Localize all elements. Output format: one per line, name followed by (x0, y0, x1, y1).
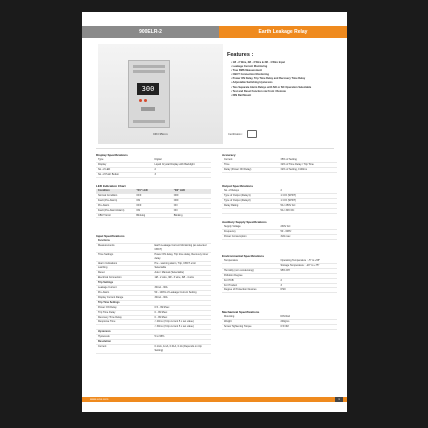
spec-key: Measurements (98, 243, 115, 247)
led-table (96, 189, 211, 218)
section-title: Accuracy (222, 153, 236, 157)
spec-row (222, 288, 337, 293)
spec-value: 0.5 - 99.9Sec (154, 305, 170, 309)
spec-rows (222, 315, 337, 330)
feature-item: • DIN Rail Mount (231, 94, 337, 98)
spec-key: For Product (224, 283, 238, 287)
spec-key: Type of Output (Relay1) (224, 193, 251, 197)
certification-logo-icon (247, 130, 257, 138)
led-table-cell: Pre-Alarm (98, 203, 110, 207)
certification-label: Certification : (228, 132, 244, 136)
spec-key: Frequency (224, 229, 236, 233)
spec-row (96, 253, 211, 262)
spec-row (222, 235, 337, 240)
terminal-slot (133, 70, 165, 73)
spec-value: 5A / 30V DC (280, 208, 295, 212)
spec-value: 230V AC (280, 225, 291, 228)
spec-value: < 30ms (if trip current 5 x set value) (154, 325, 194, 329)
product-title: Earth Leakage Relay (219, 26, 347, 38)
spec-value: 30mA - 30A (154, 295, 168, 299)
spec-value: 2 (280, 189, 282, 192)
spec-value: 50 - 60Hz (280, 229, 292, 233)
spec-value: Pre - warning alarm, Trip, CBCT error (154, 261, 196, 265)
spec-key: Time (224, 162, 230, 166)
image-caption: DIN 35mm (153, 132, 168, 136)
section-title: Auxiliary Supply Specifications (222, 220, 267, 224)
feature-item: • 1Ø - 2 Wire, 3Ø - 3 Wire & 3Ø - 4 Wire Input (231, 61, 337, 65)
spec-value: 200gms (280, 319, 290, 323)
terminal-slot (133, 120, 165, 123)
spec-key: Degree of Protection Devices (224, 288, 257, 292)
led-table-cell: OFF (136, 203, 142, 207)
feature-item: • Power ON Delay, Trip Time Delay and Recovery Time Delay (231, 77, 337, 81)
spec-value: DIN Rail (280, 315, 290, 318)
features-block (227, 52, 337, 98)
spec-key: Temperature (224, 259, 239, 262)
mechanical-specifications (222, 310, 337, 330)
led-table-cell: Fault (Pre-Alarm) (98, 198, 118, 202)
spec-value: 0.1mA, 1mA, 0.01A, 0.1A (Depends on trip Setting) (154, 344, 202, 352)
spec-key: Weight (224, 319, 232, 323)
spec-key (222, 264, 281, 268)
spec-key: Current (224, 158, 233, 161)
led-table-cell: Blinking (173, 213, 183, 217)
led-table-cell: CBCT Error (98, 213, 112, 217)
spec-key: No. of Relays (224, 189, 240, 192)
spec-key: Humidity (non condensing) (224, 268, 254, 272)
spec-row (222, 168, 337, 173)
spec-key: Type of Output (Relay2) (224, 198, 251, 202)
spec-key: Type (98, 158, 104, 161)
section-title: LED Indication Chart (96, 184, 126, 188)
spec-value (281, 274, 338, 278)
led-table-cell: Normal Condition (98, 193, 118, 197)
spec-row (222, 209, 337, 214)
led-table-cell: "R2" LED (173, 189, 185, 192)
spec-key: Trip Time Settings (98, 300, 120, 304)
led-table-cell: "R1" LED (136, 189, 148, 192)
spec-key: Hysteresis (98, 330, 111, 334)
spec-key: Trip Time Delay (98, 310, 116, 314)
led-table-cell: OFF (173, 198, 179, 202)
spec-value (155, 340, 212, 344)
spec-rows (222, 259, 337, 293)
spec-key: Response Time (98, 320, 116, 324)
features-title: Features : (227, 52, 254, 58)
device-button (141, 107, 155, 111)
header-bar (82, 26, 347, 38)
spec-row (96, 173, 211, 178)
spec-value: 3VA max (280, 234, 291, 238)
section-title: Output Specifications (222, 184, 254, 188)
spec-rows (222, 158, 337, 173)
spec-key: Alarm Indications (98, 261, 118, 265)
spec-key: Delay (Power ON Delay) (224, 167, 252, 171)
datasheet-page (82, 12, 347, 412)
spec-row (222, 325, 337, 330)
spec-value: 2 (154, 167, 156, 171)
feature-item: • Two Separate Alarm Relays with NO or NC Operation Selectable (231, 86, 337, 90)
spec-value: IP20 (280, 288, 286, 292)
spec-value: 2 (280, 278, 282, 282)
relay-device-illustration (128, 60, 170, 128)
spec-value (155, 281, 212, 285)
spec-value: 1Ø - 2 wire, 3Ø - 3 wire, 3Ø - 4 wire (154, 276, 194, 280)
led-table-cell: Blinking (136, 213, 146, 217)
led-table-cell: ON (173, 203, 178, 207)
feature-item: • True RMS Measurement (231, 69, 337, 73)
spec-key: Supply Voltage (224, 225, 241, 228)
display-specifications (96, 153, 211, 178)
spec-key: Resolution (98, 340, 111, 344)
spec-rows (222, 225, 337, 240)
footer-website[interactable]: www.xxxx.com (90, 397, 109, 401)
spec-key: Display Current Range (98, 295, 124, 299)
spec-value: ±5% of Setting (280, 158, 297, 161)
spec-key: Trip Settings (98, 281, 114, 285)
page-number: 1 (335, 397, 343, 402)
feature-item: • Test and Reset Function via Front / Remote (231, 90, 337, 94)
input-specifications (96, 234, 211, 354)
product-image (98, 44, 223, 144)
spec-key: Functions (98, 239, 110, 242)
spec-key: Display (98, 162, 107, 166)
spec-row (96, 345, 211, 354)
spec-value: Power ON delay, Trip time delay, Recovery timer delay (154, 252, 209, 260)
spec-value: Earth Leakage Current Monitoring (as selected CBCT) (154, 243, 207, 251)
spec-value: Auto / Manual (Selectable) (154, 271, 184, 275)
led-table-cell: ON (136, 208, 141, 212)
spec-key: No. of LED (98, 167, 111, 171)
spec-key: Power ON Delay (98, 305, 117, 309)
spec-value: 50 - 100% of Leakage Current Setting (154, 290, 197, 294)
spec-value: 3 (280, 283, 282, 287)
spec-key: For PCB (224, 278, 234, 282)
led-table-cell: ON (136, 198, 141, 202)
device-leds (139, 99, 147, 102)
spec-key (96, 325, 155, 329)
spec-key: Hysteresis (98, 335, 110, 339)
model-title: 900ELR-2 (82, 26, 219, 38)
output-specifications (222, 184, 337, 214)
spec-value: 1 C/O (SPDT) (280, 198, 297, 202)
spec-value: Liquid Crystal Display with Backlight (154, 162, 195, 166)
led-table-cell: OFF (136, 193, 142, 197)
spec-key: Current (98, 344, 107, 348)
led-table-cell: OFF (173, 193, 179, 197)
spec-value: 30mA - 30A (154, 286, 168, 290)
spec-value: Operating Temperature : -5° to +55° (280, 259, 321, 262)
section-title: Input Specifications (96, 234, 125, 238)
spec-key: No. of Push Button (98, 172, 119, 176)
spec-value: 5 to 95% (154, 335, 165, 339)
spec-rows (96, 158, 211, 178)
section-divider (96, 148, 334, 149)
section-title: Mechanical Specifications (222, 310, 260, 314)
spec-value: 5A / 250V AC (280, 203, 296, 207)
spec-value: Selectable (154, 266, 167, 270)
spec-key: Reset (98, 271, 105, 275)
feature-item: • Adjustable Switching Hysteresis (231, 81, 337, 85)
spec-key: Pre-Alarm (98, 290, 110, 294)
spec-key: Time Settings (98, 252, 114, 256)
section-title: Environmental Specifications (222, 254, 265, 258)
spec-value (155, 301, 212, 305)
spec-key: Mounting (224, 315, 235, 318)
certification (228, 130, 257, 138)
spec-value: Digital (154, 158, 162, 161)
spec-value (155, 239, 212, 243)
environmental-specifications (222, 254, 337, 293)
feature-item: • Leakage Current Monitoring (231, 65, 337, 69)
feature-item: • CBCT Connection Monitoring (231, 73, 337, 77)
spec-value: ±2% of Time Delay / Trip Time (280, 162, 314, 166)
spec-value: 95% RH (280, 268, 290, 272)
spec-key (222, 209, 281, 213)
spec-rows (96, 239, 211, 354)
spec-key: Relay Rating (224, 203, 239, 207)
spec-value: 0.5 NM (280, 324, 289, 328)
spec-value: 1 C/O (SPDT) (280, 193, 297, 197)
spec-key: Pollution Degree (224, 273, 243, 277)
led-table-row (96, 214, 211, 219)
spec-key: Electrical Connection (98, 276, 122, 280)
section-title: Display Specifications (96, 153, 128, 157)
spec-key: Leakage Current (98, 286, 117, 290)
spec-key: Screw Tightening Torque (224, 324, 252, 328)
led-table-cell: Condition (98, 189, 110, 192)
auxiliary-supply-specifications (222, 220, 337, 240)
spec-key: Latching (98, 266, 108, 270)
spec-value (155, 330, 212, 334)
led-table-cell: Fault (Pre-Alarm/Alarm) (98, 208, 125, 212)
spec-value: 0 - 99.9Sec (154, 315, 168, 319)
spec-rows (222, 189, 337, 214)
spec-key: Recovery Time Delay (98, 315, 122, 319)
spec-value: 0 - 99.9Sec (154, 310, 168, 314)
accuracy (222, 153, 337, 173)
led-indication-chart (96, 184, 211, 218)
footer-bar (82, 397, 347, 402)
spec-value: ±2% of Setting, ±100ms (280, 167, 308, 171)
features-list (227, 61, 337, 98)
device-lcd: 300 (137, 83, 159, 95)
spec-key: Power Consumption (224, 234, 247, 238)
terminal-slot (133, 65, 165, 68)
spec-row (96, 244, 211, 253)
spec-value: 3 (154, 172, 156, 176)
led-table-cell: ON (173, 208, 178, 212)
spec-value: Storage Temperature : -20° to +75° (280, 263, 320, 267)
spec-value: < 40ms (if trip current 5 x set value) (154, 320, 194, 324)
